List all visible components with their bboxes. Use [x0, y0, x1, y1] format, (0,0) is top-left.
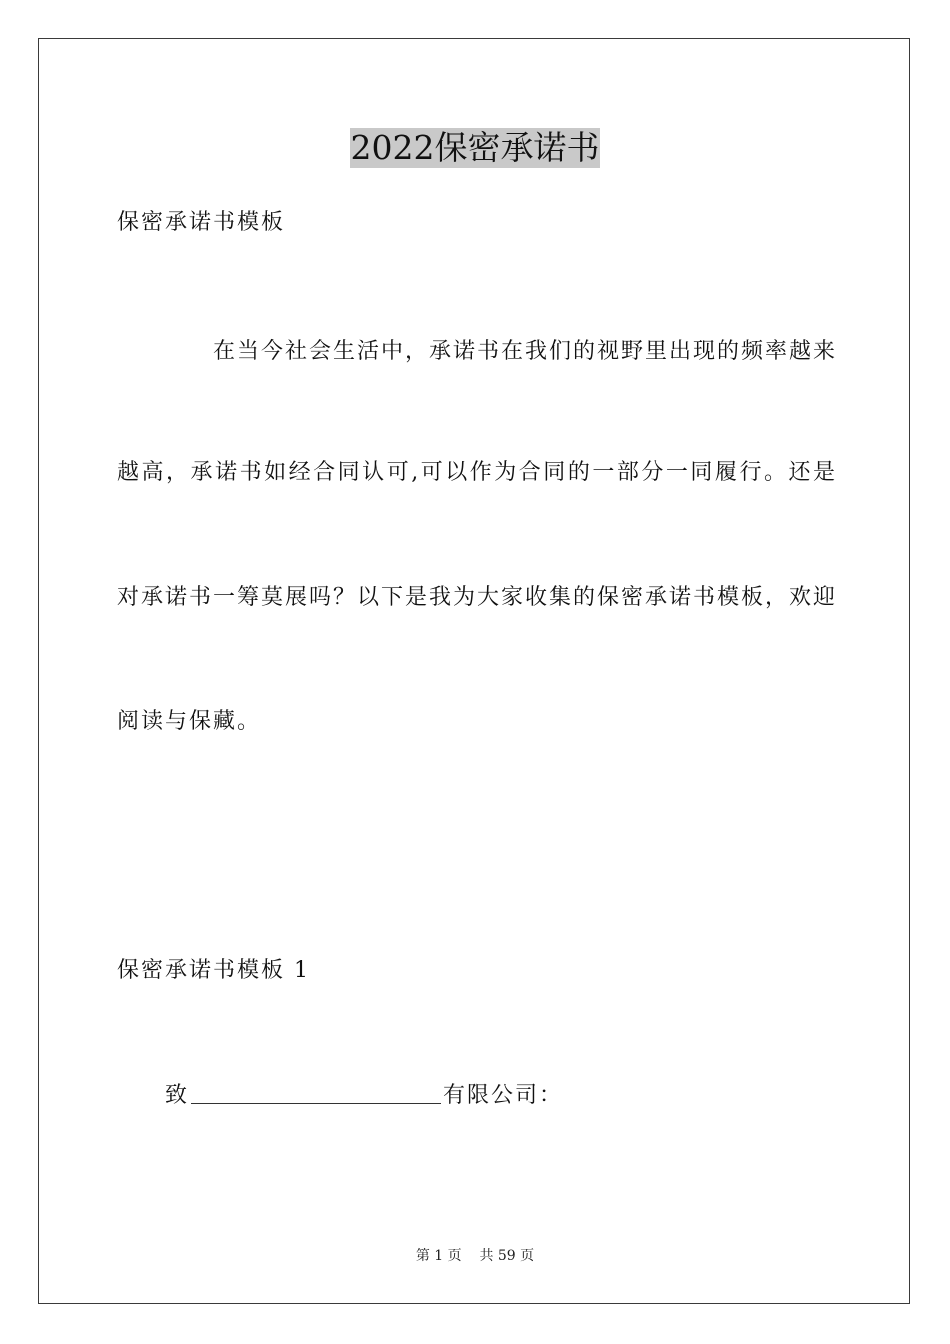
intro-line-3: 对承诺书一筹莫展吗？以下是我为大家收集的保密承诺书模板，欢迎 [117, 585, 835, 610]
title-container [0, 128, 950, 168]
company-name-blank [191, 1081, 441, 1104]
salutation-line [165, 1081, 563, 1111]
salutation-prefix: 致 [165, 1083, 190, 1108]
intro-line-2: 越高，承诺书如经合同认可,可以作为合同的一部分一同履行。还是 [117, 460, 835, 485]
salutation-suffix: 有限公司： [443, 1083, 564, 1108]
page-footer [0, 1246, 950, 1266]
footer-total-pages: 共 59 页 [479, 1248, 535, 1264]
intro-line-1: 在当今社会生活中，承诺书在我们的视野里出现的频率越来 [213, 339, 835, 364]
template-subtitle: 保密承诺书模板 [117, 210, 286, 235]
intro-line-4: 阅读与保藏。 [117, 709, 262, 734]
document-title: 2022保密承诺书 [350, 128, 600, 167]
section-heading: 保密承诺书模板 1 [117, 958, 310, 983]
footer-page-number: 第 1 页 [415, 1248, 462, 1264]
